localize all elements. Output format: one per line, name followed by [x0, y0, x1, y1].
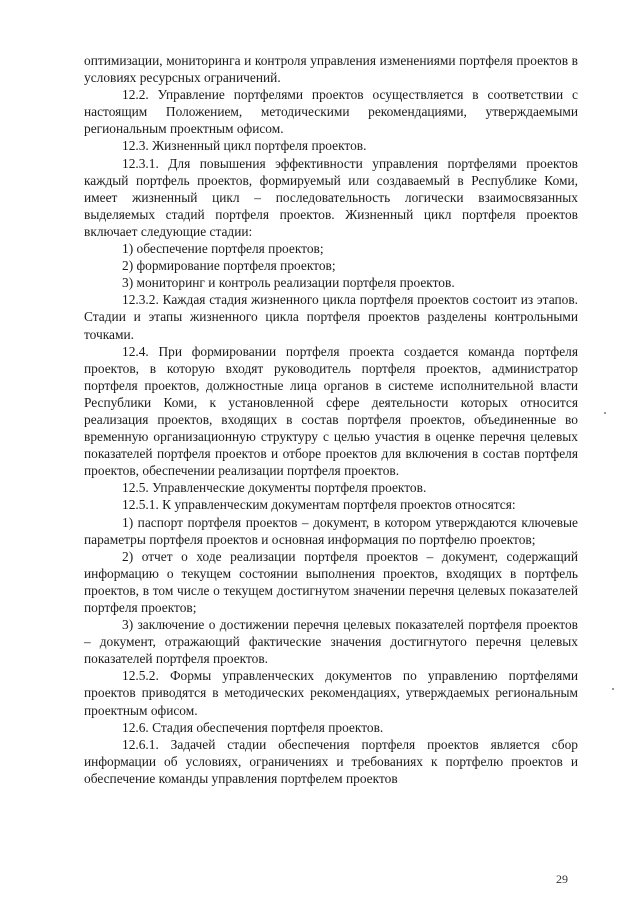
heading-12-5: 12.5. Управленческие документы портфеля проектов. [122, 480, 427, 496]
paragraph-12-5-2: 12.5.2. Формы управленческих документов по управлению портфелями проектов приводятся в методических рекомендациях, утверждаемых региональным проектным офисом. [84, 668, 578, 718]
paragraph-continuation: оптимизации, мониторинга и контроля управления изменениями портфеля проектов в условиях ресурсных ограничений. [84, 53, 578, 86]
list-item-stage-1: 1) обеспечение портфеля проектов; [122, 241, 324, 257]
list-item-stage-2: 2) формирование портфеля проектов; [122, 258, 336, 274]
heading-12-3: 12.3. Жизненный цикл портфеля проектов. [122, 138, 367, 154]
scan-speck [612, 688, 614, 690]
paragraph-12-3-1: 12.3.1. Для повышения эффективности управления портфелями проектов каждый портфель проектов, формируемый или создаваемый в Республике Коми, имеет жизненный цикл – последовательность логически взаимосвязанных выделяемых стадий портфеля проектов. Жизненный цикл портфеля проектов включает следующие стадии: [84, 155, 578, 239]
list-item-document-3: 3) заключение о достижении перечня целевых показателей портфеля проектов – документ, отражающий фактические значения достигнутого перечня целевых показателей портфеля проектов. [84, 617, 578, 667]
paragraph-12-4: 12.4. При формировании портфеля проекта создается команда портфеля проектов, в которую входят руководитель портфеля проектов, администратор портфеля проектов, должностные лица органов в системе исполнительной власти Республики Коми, к установленной сфере деятельности которых относится реализация проектов, входящих в состав портфеля проектов, объединенные во временную организационную структуру с целью участия в оценке перечня целевых показателей портфеля проектов и отборе проектов для включения в состав портфеля проектов, обеспечении реализации портфеля проектов. [84, 343, 578, 479]
list-item-document-1: 1) паспорт портфеля проектов – документ, в котором утверждаются ключевые параметры портфеля проектов и основная информация по портфелю проектов; [84, 514, 578, 547]
document-body [84, 52, 578, 787]
list-item-document-2: 2) отчет о ходе реализации портфеля проектов – документ, содержащий информацию о текущем состоянии выполнения проектов, входящих в портфель проектов, в том числе о текущем достигнутом значении перечня целевых показателей портфеля проектов; [84, 548, 578, 615]
paragraph-12-6-1: 12.6.1. Задачей стадии обеспечения портфеля проектов является сбор информации об условиях, ограничениях и требованиях к портфелю проектов и обеспечение команды управления портфелем проектов [84, 736, 578, 786]
page-number: 29 [556, 872, 568, 886]
list-item-stage-3: 3) мониторинг и контроль реализации портфеля проектов. [122, 275, 455, 291]
heading-12-6: 12.6. Стадия обеспечения портфеля проектов. [122, 719, 384, 735]
paragraph-12-5-1: 12.5.1. К управленческим документам портфеля проектов относятся: [122, 497, 516, 513]
paragraph-12-2: 12.2. Управление портфелями проектов осуществляется в соответствии с настоящим Положением, методическими рекомендациями, утверждаемыми региональным проектным офисом. [84, 87, 578, 137]
paragraph-12-3-2: 12.3.2. Каждая стадия жизненного цикла портфеля проектов состоит из этапов. Стадии и этапы жизненного цикла портфеля проектов разделены контрольными точками. [84, 292, 578, 342]
scan-speck [604, 412, 606, 414]
